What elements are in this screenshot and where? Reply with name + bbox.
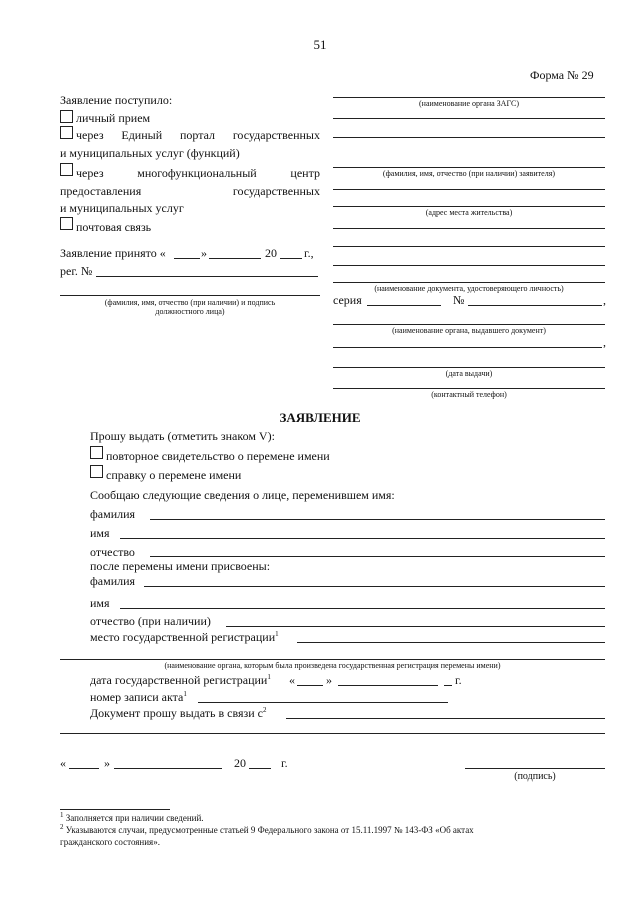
surname-field[interactable] bbox=[150, 519, 605, 520]
accepted-year-field[interactable] bbox=[280, 258, 302, 259]
date-close-quote: » bbox=[104, 756, 110, 770]
iddoc-field-1[interactable] bbox=[333, 265, 605, 266]
issuer-comma: , bbox=[603, 335, 606, 349]
address-caption: (адрес места жительства) bbox=[425, 208, 513, 217]
date-year-suffix: г. bbox=[281, 756, 288, 770]
official-field[interactable] bbox=[60, 295, 320, 296]
checkbox-mfc[interactable] bbox=[60, 163, 73, 176]
statement-ask: Прошу выдать (отметить знаком V): bbox=[90, 429, 275, 443]
patronymic2-label: отчество (при наличии) bbox=[90, 614, 211, 628]
signature-caption: (подпись) bbox=[514, 771, 556, 782]
reg-number-field[interactable] bbox=[96, 276, 318, 277]
date-year-field[interactable] bbox=[249, 768, 271, 769]
checkbox-portal[interactable] bbox=[60, 126, 73, 139]
address-field-4[interactable] bbox=[333, 246, 605, 247]
issuer-caption: (наименование органа, выдавшего документ) bbox=[392, 326, 546, 335]
info-label: Сообщаю следующие сведения о лице, переменившем имя: bbox=[90, 488, 395, 502]
accepted-label: Заявление принято « bbox=[60, 246, 166, 260]
footnote-separator bbox=[60, 809, 170, 810]
patronymic2-field[interactable] bbox=[226, 626, 605, 627]
registration-day-field[interactable] bbox=[297, 685, 323, 686]
applicant-field-2[interactable] bbox=[333, 167, 605, 168]
accepted-month-field[interactable] bbox=[209, 258, 261, 259]
page-number: 51 bbox=[313, 37, 327, 52]
checkbox-personal[interactable] bbox=[60, 110, 73, 123]
registration-date-close-quote: » bbox=[326, 673, 332, 687]
registration-date-open-quote: « bbox=[289, 673, 295, 687]
series-label: серия bbox=[333, 293, 362, 307]
checkbox-reference[interactable] bbox=[90, 465, 103, 478]
checkbox-mail[interactable] bbox=[60, 217, 73, 230]
number-field[interactable] bbox=[468, 305, 602, 306]
option-reference: справку о перемене имени bbox=[106, 468, 242, 482]
surname-label: фамилия bbox=[90, 507, 136, 521]
official-caption-line2: должностного лица) bbox=[155, 307, 225, 316]
registration-body-field[interactable] bbox=[60, 659, 605, 660]
accepted-close-quote: » bbox=[201, 246, 207, 260]
registration-body-caption: (наименование органа, которым была произведена государственная регистрация перемены имени) bbox=[164, 661, 501, 670]
zags-caption: (наименование органа ЗАГС) bbox=[419, 99, 519, 108]
accepted-year-prefix: 20 bbox=[265, 246, 277, 260]
patronymic-label: отчество bbox=[90, 545, 135, 559]
applicant-field-1[interactable] bbox=[333, 137, 605, 138]
registration-place-label: место государственной регистрации$^1$ bbox=[90, 630, 279, 644]
option-mfc-line2: предоставления государственных bbox=[60, 184, 320, 198]
name-label: имя bbox=[90, 526, 110, 540]
form-label: Форма № 29 bbox=[530, 68, 594, 82]
registration-date-label: дата государственной регистрации$^1$ bbox=[90, 673, 271, 687]
official-caption-line1: (фамилия, имя, отчество (при наличии) и подпись bbox=[104, 298, 276, 307]
registration-year-field[interactable] bbox=[444, 685, 452, 686]
option-personal: личный прием bbox=[76, 111, 151, 125]
footnote-2-line1: $^2$ Указываются случаи, предусмотренные статьей 9 Федерального закона от 15.11.1997 № 143-ФЗ «Об актах bbox=[60, 823, 474, 835]
phone-caption: (контактный телефон) bbox=[431, 390, 507, 399]
surname2-label: фамилия bbox=[90, 574, 136, 588]
option-mail: почтовая связь bbox=[76, 220, 152, 234]
footnote-1: $^1$ Заполняется при наличии сведений. bbox=[60, 811, 204, 823]
option-portal-line2: и муниципальных услуг (функций) bbox=[60, 146, 240, 160]
signature-field[interactable] bbox=[465, 768, 605, 769]
accepted-year-suffix: г., bbox=[304, 246, 314, 260]
option-repeat-certificate: повторное свидетельство о перемене имени bbox=[106, 449, 330, 463]
registration-year-suffix: г. bbox=[455, 673, 462, 687]
number-comma: , bbox=[603, 293, 606, 307]
zags-field[interactable] bbox=[333, 97, 605, 98]
registration-place-field[interactable] bbox=[297, 642, 605, 643]
name2-field[interactable] bbox=[120, 608, 605, 609]
address-field-1[interactable] bbox=[333, 189, 605, 190]
accepted-day-field[interactable] bbox=[174, 258, 200, 259]
statement-title: ЗАЯВЛЕНИЕ bbox=[279, 410, 361, 425]
date-day-field[interactable] bbox=[69, 768, 99, 769]
series-field[interactable] bbox=[367, 305, 441, 306]
after-change-label: после перемены имени присвоены: bbox=[90, 559, 271, 573]
option-mfc-line1: через многофункциональный центр bbox=[76, 166, 320, 180]
footnote-2-line2: гражданского состояния». bbox=[60, 837, 160, 847]
patronymic-field[interactable] bbox=[150, 556, 605, 557]
option-portal-line1: через Единый портал государственных bbox=[76, 128, 320, 142]
zags-field-2[interactable] bbox=[333, 118, 605, 119]
issuer-field-2[interactable] bbox=[333, 347, 602, 348]
address-field-2[interactable] bbox=[333, 206, 605, 207]
number-label: № bbox=[453, 293, 465, 307]
iddoc-caption: (наименование документа, удостоверяющего личность) bbox=[374, 284, 564, 293]
act-number-field[interactable] bbox=[198, 702, 448, 703]
address-field-3[interactable] bbox=[333, 228, 605, 229]
applicant-caption: (фамилия, имя, отчество (при наличии) заявителя) bbox=[382, 169, 556, 178]
registration-month-field[interactable] bbox=[338, 685, 438, 686]
date-open-quote: « bbox=[60, 756, 66, 770]
surname2-field[interactable] bbox=[144, 586, 605, 587]
option-mfc-line3: и муниципальных услуг bbox=[60, 201, 184, 215]
iddoc-field-2[interactable] bbox=[333, 282, 605, 283]
reason-field-2[interactable] bbox=[60, 733, 605, 734]
name2-label: имя bbox=[90, 596, 110, 610]
date-month-field[interactable] bbox=[114, 768, 222, 769]
issue-date-caption: (дата выдачи) bbox=[445, 369, 493, 378]
issuer-field-1[interactable] bbox=[333, 324, 605, 325]
checkbox-repeat-certificate[interactable] bbox=[90, 446, 103, 459]
phone-field[interactable] bbox=[333, 388, 605, 389]
received-heading: Заявление поступило: bbox=[60, 93, 173, 107]
reason-label: Документ прошу выдать в связи $с^2$ bbox=[90, 706, 267, 720]
date-year-prefix: 20 bbox=[234, 756, 246, 770]
act-number-label: номер записи акта$^1$ bbox=[90, 690, 187, 704]
reason-field-1[interactable] bbox=[286, 718, 605, 719]
name-field[interactable] bbox=[120, 538, 605, 539]
issue-date-field[interactable] bbox=[333, 367, 605, 368]
reg-number-label: рег. № bbox=[60, 264, 93, 278]
